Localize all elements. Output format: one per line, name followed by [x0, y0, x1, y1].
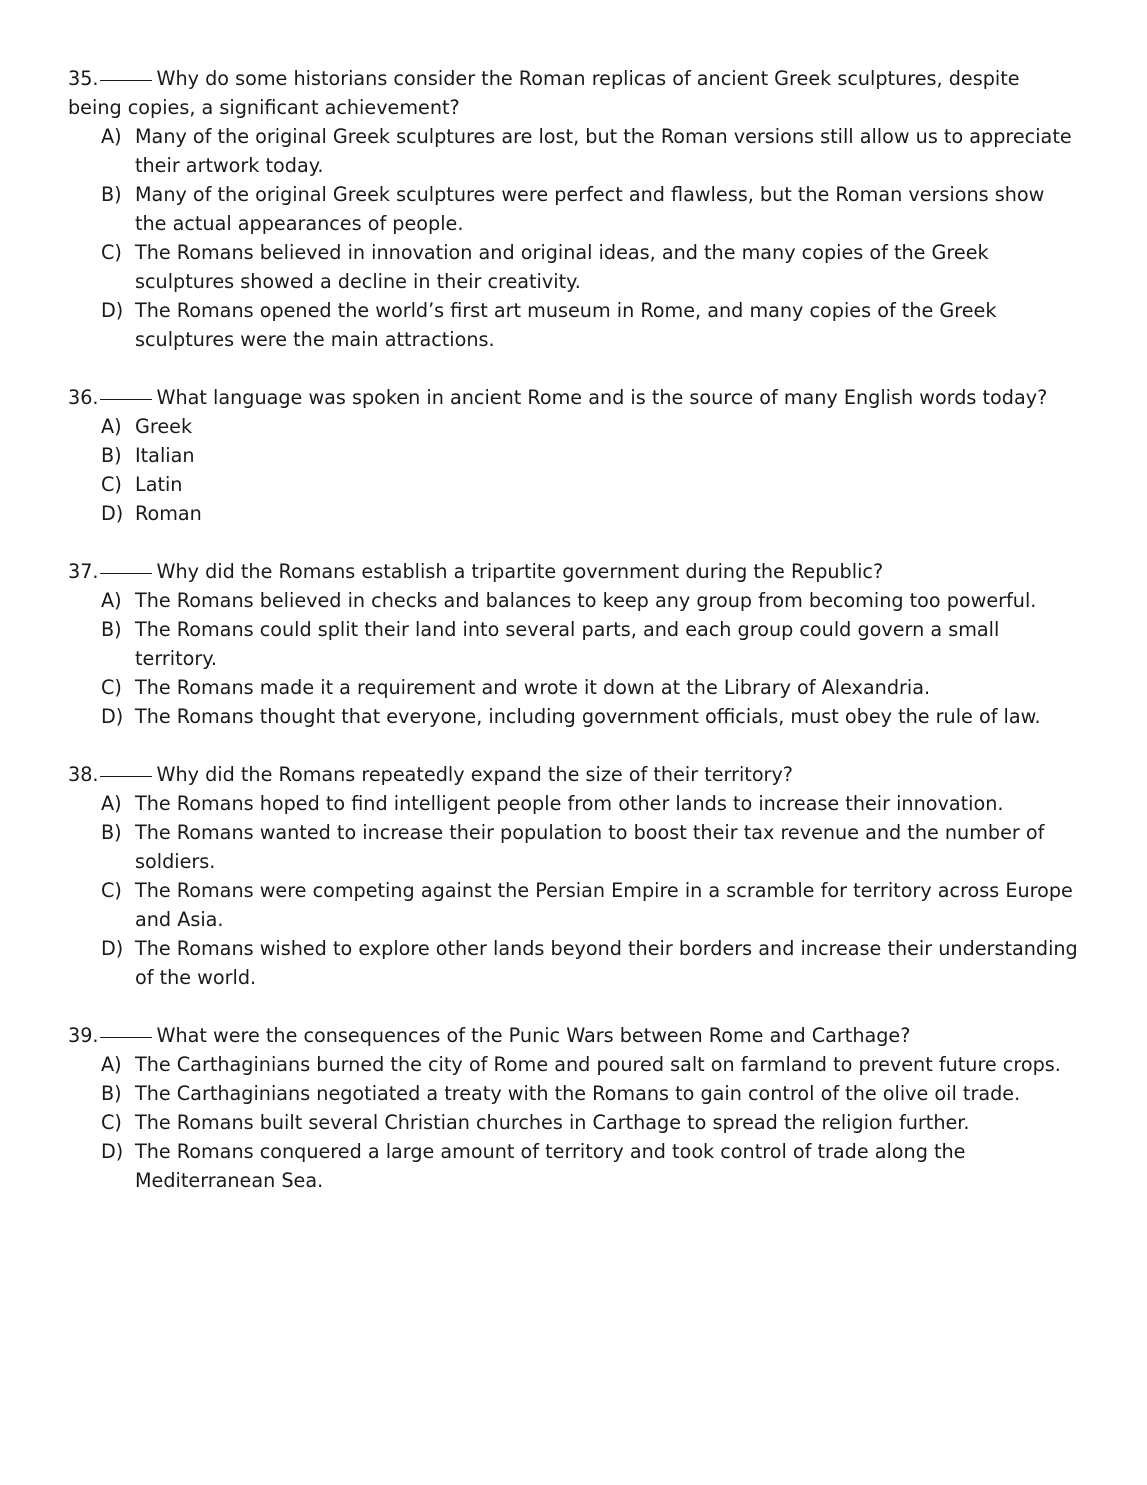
choice-letter: D) — [101, 1140, 124, 1163]
question-stem — [68, 1021, 1078, 1050]
question-37 — [68, 557, 1078, 731]
choice-text: The Carthaginians negotiated a treaty with the Romans to gain control of the olive oil trade. — [135, 1082, 1021, 1105]
question-text: What language was spoken in ancient Rome and is the source of many English words today? — [156, 386, 1048, 409]
choice-letter: C) — [101, 879, 122, 902]
question-number: 38. — [68, 763, 99, 786]
choice-text: The Romans wished to explore other lands beyond their borders and increase their understanding of the world. — [135, 937, 1078, 989]
question-number: 36. — [68, 386, 99, 409]
choice-letter: C) — [101, 1111, 122, 1134]
choice-a — [68, 122, 1078, 180]
answer-blank[interactable] — [100, 775, 152, 777]
choice-b — [68, 615, 1078, 673]
answer-choices — [68, 122, 1078, 354]
choice-letter: D) — [101, 502, 124, 525]
choice-c — [68, 470, 1078, 499]
choice-b — [68, 818, 1078, 876]
answer-choices — [68, 412, 1078, 528]
choice-letter: A) — [101, 1053, 122, 1076]
choice-b — [68, 1079, 1078, 1108]
question-35 — [68, 64, 1078, 354]
answer-choices — [68, 789, 1078, 992]
choice-letter: B) — [101, 183, 122, 206]
choice-a — [68, 412, 1078, 441]
choice-text: Latin — [135, 473, 183, 496]
question-stem — [68, 557, 1078, 586]
choice-letter: B) — [101, 444, 122, 467]
choice-letter: D) — [101, 937, 124, 960]
choice-letter: C) — [101, 473, 122, 496]
question-text: Why did the Romans repeatedly expand the size of their territory? — [156, 763, 793, 786]
question-text: What were the consequences of the Punic Wars between Rome and Carthage? — [156, 1024, 911, 1047]
choice-text: The Romans hoped to find intelligent people from other lands to increase their innovation. — [135, 792, 1004, 815]
answer-choices — [68, 1050, 1078, 1195]
choice-letter: A) — [101, 589, 122, 612]
choice-d — [68, 1137, 1078, 1195]
question-stem — [68, 64, 1078, 122]
choice-text: The Romans conquered a large amount of territory and took control of trade along the Mediterranean Sea. — [135, 1140, 966, 1192]
choice-letter: C) — [101, 241, 122, 264]
choice-b — [68, 180, 1078, 238]
choice-a — [68, 789, 1078, 818]
choice-text: Greek — [135, 415, 193, 438]
answer-choices — [68, 586, 1078, 731]
choice-letter: C) — [101, 676, 122, 699]
choice-text: Many of the original Greek sculptures are lost, but the Roman versions still allow us to appreciate their artwork today. — [135, 125, 1072, 177]
choice-d — [68, 499, 1078, 528]
choice-text: The Romans were competing against the Persian Empire in a scramble for territory across Europe and Asia. — [135, 879, 1073, 931]
choice-c — [68, 1108, 1078, 1137]
choice-a — [68, 1050, 1078, 1079]
choice-letter: A) — [101, 125, 122, 148]
answer-blank[interactable] — [100, 398, 152, 400]
choice-text: The Romans could split their land into several parts, and each group could govern a small territory. — [135, 618, 1000, 670]
question-stem — [68, 760, 1078, 789]
choice-c — [68, 876, 1078, 934]
choice-text: The Romans thought that everyone, including government officials, must obey the rule of law. — [135, 705, 1041, 728]
choice-text: The Romans built several Christian churches in Carthage to spread the religion further. — [135, 1111, 970, 1134]
question-text: Why did the Romans establish a tripartite government during the Republic? — [156, 560, 884, 583]
choice-text: Italian — [135, 444, 195, 467]
choice-d — [68, 296, 1078, 354]
question-text: Why do some historians consider the Roman replicas of ancient Greek sculptures, despite being copies, a significant achievement? — [68, 67, 1020, 119]
question-38 — [68, 760, 1078, 992]
choice-text: The Romans made it a requirement and wrote it down at the Library of Alexandria. — [135, 676, 931, 699]
choice-d — [68, 702, 1078, 731]
choice-text: The Romans believed in innovation and original ideas, and the many copies of the Greek sculptures showed a decline in their creativity. — [135, 241, 989, 293]
worksheet-page — [68, 64, 1078, 1224]
question-36 — [68, 383, 1078, 528]
choice-b — [68, 441, 1078, 470]
choice-text: The Romans believed in checks and balances to keep any group from becoming too powerful. — [135, 589, 1037, 612]
choice-letter: B) — [101, 618, 122, 641]
choice-text: The Carthaginians burned the city of Rome and poured salt on farmland to prevent future crops. — [135, 1053, 1061, 1076]
choice-letter: B) — [101, 821, 122, 844]
choice-letter: D) — [101, 299, 124, 322]
answer-blank[interactable] — [100, 79, 152, 81]
choice-letter: A) — [101, 792, 122, 815]
choice-text: The Romans wanted to increase their population to boost their tax revenue and the number of soldiers. — [135, 821, 1045, 873]
choice-d — [68, 934, 1078, 992]
choice-letter: A) — [101, 415, 122, 438]
question-number: 37. — [68, 560, 99, 583]
choice-text: Many of the original Greek sculptures were perfect and flawless, but the Roman versions show the actual appearances of people. — [135, 183, 1045, 235]
choice-a — [68, 586, 1078, 615]
choice-text: The Romans opened the world’s first art museum in Rome, and many copies of the Greek sculptures were the main attractions. — [135, 299, 997, 351]
answer-blank[interactable] — [100, 1036, 152, 1038]
question-number: 39. — [68, 1024, 99, 1047]
choice-letter: D) — [101, 705, 124, 728]
choice-c — [68, 238, 1078, 296]
choice-text: Roman — [135, 502, 202, 525]
choice-c — [68, 673, 1078, 702]
question-39 — [68, 1021, 1078, 1195]
question-stem — [68, 383, 1078, 412]
question-number: 35. — [68, 67, 99, 90]
answer-blank[interactable] — [100, 572, 152, 574]
choice-letter: B) — [101, 1082, 122, 1105]
